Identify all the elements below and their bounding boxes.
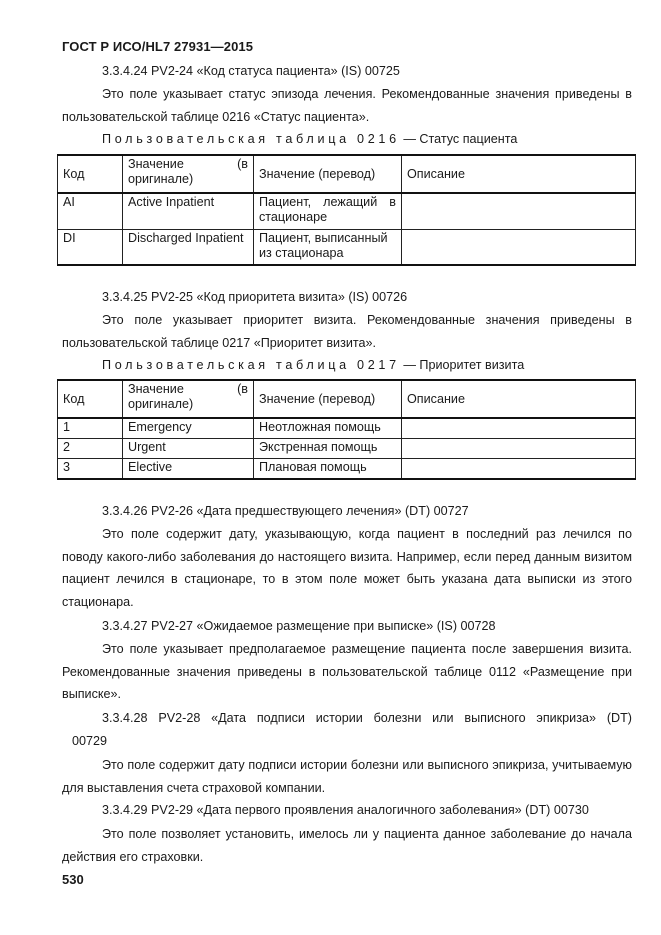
- table-cell: Elective: [123, 458, 254, 479]
- table-cell: Пациент, лежащий в стационаре: [254, 193, 402, 229]
- header-cell-translation: Значение (перевод): [254, 380, 402, 418]
- table-caption-prefix: Пользовательская таблица 0217: [102, 358, 400, 372]
- section-body-pv2-25: Это поле указывает приоритет визита. Рекомендованные значения приведены в пользовательской таблице 0217 «Приоритет визита».: [62, 313, 632, 350]
- header-cell-original: Значение (в оригинале): [123, 380, 254, 418]
- table-row: [58, 229, 636, 265]
- section-heading-pv2-29: 3.3.4.29 PV2-29 «Дата первого проявления аналогичного заболевания» (DT) 00730: [102, 803, 589, 817]
- table-cell: DI: [58, 229, 123, 265]
- table-0216: [57, 154, 636, 266]
- table-header-row: [58, 155, 636, 193]
- section-body-pv2-28: Это поле содержит дату подписи истории болезни или выписного эпикриза, учитываемую для выставления счета страховой компании.: [62, 758, 632, 795]
- table-row: [58, 418, 636, 438]
- page-number: 530: [62, 872, 84, 887]
- table-header-row: [58, 380, 636, 418]
- document-header: ГОСТ Р ИСО/HL7 27931—2015: [62, 39, 254, 54]
- table-caption-0216: [102, 129, 517, 149]
- header-cell-description: Описание: [402, 155, 636, 193]
- table-cell: Emergency: [123, 418, 254, 438]
- table-caption-0217: [102, 355, 524, 375]
- table-cell: 2: [58, 438, 123, 458]
- section-body-pv2-29: Это поле позволяет установить, имелось ли у пациента данное заболевание до начала действия его страховки.: [62, 827, 632, 864]
- header-cell-description: Описание: [402, 380, 636, 418]
- table-0217: [57, 379, 636, 480]
- header-cell-code: Код: [58, 155, 123, 193]
- section-heading-pv2-28-code: 00729: [72, 734, 108, 748]
- table-cell: [402, 229, 636, 265]
- table-caption-prefix: Пользовательская таблица 0216: [102, 132, 400, 146]
- table-cell: Экстренная помощь: [254, 438, 402, 458]
- table-cell: Неотложная помощь: [254, 418, 402, 438]
- table-cell: [402, 193, 636, 229]
- table-cell: AI: [58, 193, 123, 229]
- table-cell: Пациент, выписанный из стационара: [254, 229, 402, 265]
- section-heading-pv2-28: 3.3.4.28 PV2-28 «Дата подписи истории болезни или выписного эпикриза» (DT): [102, 711, 632, 725]
- section-body-pv2-27: Это поле указывает предполагаемое размещение пациента после завершения визита. Рекомендованные значения приведены в пользовательской таблице 0112 «Размещение при выписке».: [62, 642, 632, 701]
- section-body-pv2-26: Это поле содержит дату, указывающую, когда пациент в последний раз лечился по поводу какого-либо заболевания до настоящего визита. Например, если перед данным визитом пациент лечился в стационаре, то в этом поле может быть указана дата выписки из этого стационара.: [62, 527, 632, 609]
- table-cell: [402, 438, 636, 458]
- table-row: [58, 193, 636, 229]
- table-caption-title: — Статус пациента: [399, 132, 518, 146]
- table-cell: Urgent: [123, 438, 254, 458]
- table-row: [58, 458, 636, 479]
- table-cell: 1: [58, 418, 123, 438]
- section-heading-pv2-26: 3.3.4.26 PV2-26 «Дата предшествующего лечения» (DT) 00727: [102, 504, 469, 518]
- table-cell: 3: [58, 458, 123, 479]
- table-caption-title: — Приоритет визита: [399, 358, 525, 372]
- section-heading-pv2-27: 3.3.4.27 PV2-27 «Ожидаемое размещение при выписке» (IS) 00728: [102, 619, 496, 633]
- table-cell: Active Inpatient: [123, 193, 254, 229]
- table-cell: Плановая помощь: [254, 458, 402, 479]
- section-heading-pv2-24: 3.3.4.24 PV2-24 «Код статуса пациента» (IS) 00725: [102, 64, 400, 78]
- section-body-pv2-24: Это поле указывает статус эпизода лечения. Рекомендованные значения приведены в пользовательской таблице 0216 «Статус пациента».: [62, 87, 632, 124]
- table-cell: [402, 418, 636, 438]
- table-row: [58, 438, 636, 458]
- header-cell-original: Значение (в оригинале): [123, 155, 254, 193]
- header-cell-code: Код: [58, 380, 123, 418]
- table-cell: [402, 458, 636, 479]
- section-heading-pv2-25: 3.3.4.25 PV2-25 «Код приоритета визита» (IS) 00726: [102, 290, 408, 304]
- header-cell-translation: Значение (перевод): [254, 155, 402, 193]
- table-cell: Discharged Inpatient: [123, 229, 254, 265]
